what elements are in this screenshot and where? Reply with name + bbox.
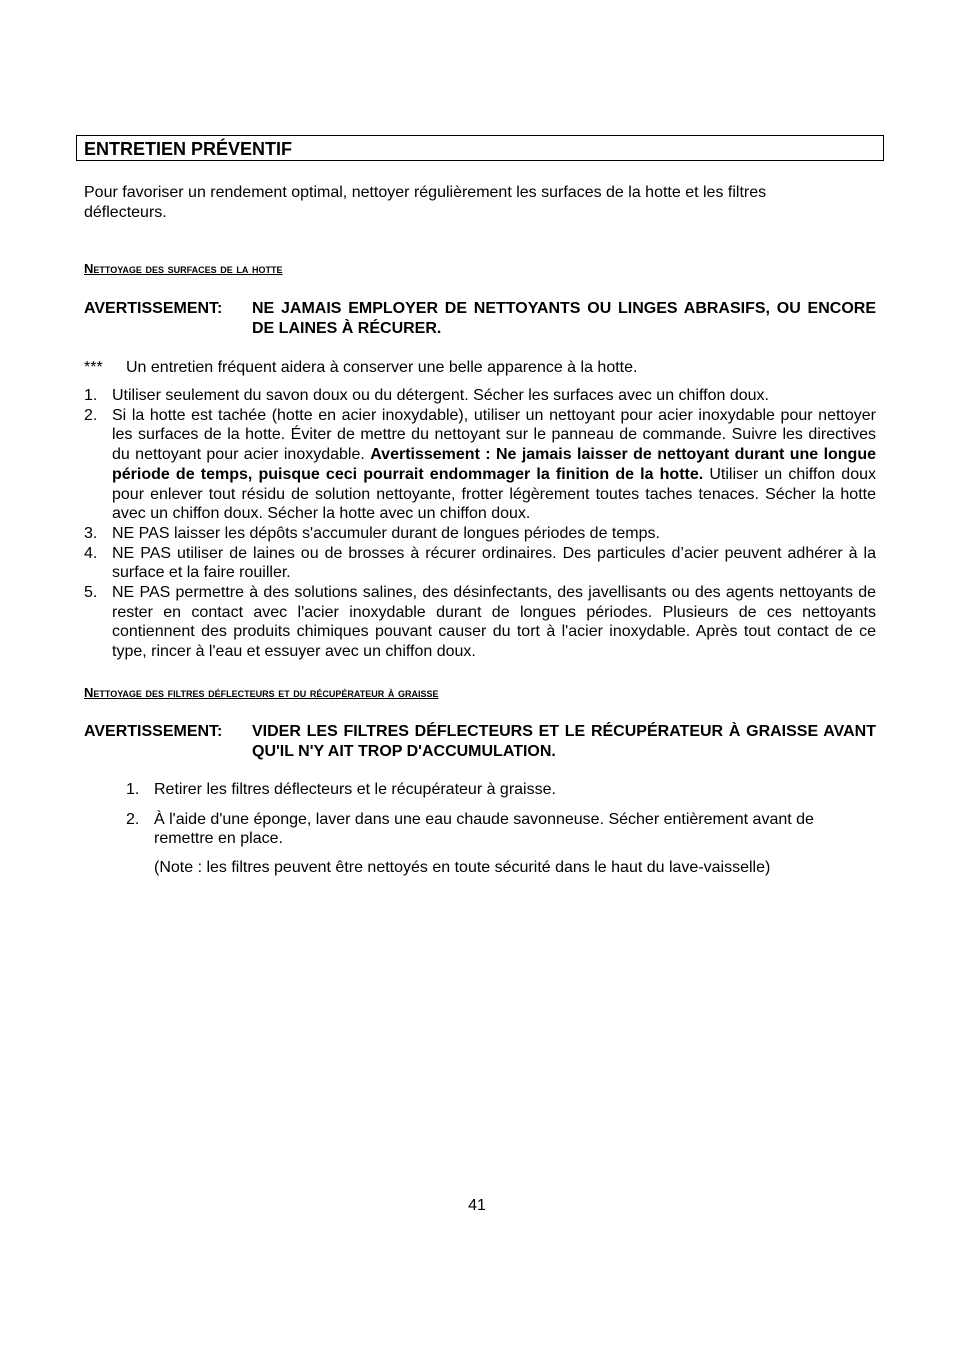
list-item [126,810,876,878]
warning-label-surfaces: AVERTISSEMENT: [84,300,223,317]
dishwasher-note: (Note : les filtres peuvent être nettoyés en toute sécurité dans le haut du lave-vaisselle) [154,859,771,877]
list-item-text: Si la hotte est tachée (hotte en acier inoxydable), utiliser un nettoyant pour acier inoxydable pour nettoyer les surfaces de la hotte. Éviter de mettre du nettoyant sur le panneau de commande. Suivre les directives du nettoyant pour acier inoxydable. [112,406,876,464]
list-number: 5. [84,584,98,602]
surfaces-list [84,386,876,662]
list-item-text: Retirer les filtres déflecteurs et le récupérateur à graisse. [154,781,556,798]
star-note: Un entretien fréquent aidera à conserver une belle apparence à la hotte. [126,359,638,376]
list-item [84,524,876,544]
page-number: 41 [468,1197,486,1214]
section-header-box [76,135,884,161]
list-item [84,386,876,406]
warning-label-filters: AVERTISSEMENT: [84,723,223,740]
list-number: 1. [84,387,98,404]
list-item-text: NE PAS permettre à des solutions salines, des désinfectants, des javellisants ou des agents nettoyants de rester en contact avec l'acier inoxydable durant de longues périodes. Plusieurs de ces nettoyants contiennent des produits chimiques pouvant causer du tort à l'acier inoxydable. Après tout contact de ce type, rincer à l'eau et essuyer avec un chiffon doux. [112,584,876,661]
filters-list [126,780,876,888]
subheading-filters: Nettoyage des filtres déflecteurs et du récupérateur à graisse [84,685,439,700]
section-title: ENTRETIEN PRÉVENTIF [84,139,293,159]
list-number: 1. [126,781,140,798]
list-item [84,583,876,662]
list-item-text: Utiliser seulement du savon doux ou du détergent. Sécher les surfaces avec un chiffon doux. [112,387,769,404]
list-item [126,780,876,800]
star-marker: *** [84,359,103,376]
list-item-bold-warning: Avertissement : Ne jamais laisser de nettoyant durant une longue période de temps, puisque ceci pourrait endommager la finition de la hotte. [112,446,877,483]
list-item [84,406,876,524]
warning-text-surfaces: NE JAMAIS EMPLOYER DE NETTOYANTS OU LINGES ABRASIFS, OU ENCORE DE LAINES À RÉCURER. [252,300,876,337]
list-number: 4. [84,544,98,562]
list-item-text: NE PAS utiliser de laines ou de brosses à récurer ordinaires. Des particules d’acier peuvent adhérer à la surface et la faire rouiller. [112,544,876,582]
list-number: 2. [84,406,98,424]
list-number: 2. [126,810,140,828]
intro-paragraph: Pour favoriser un rendement optimal, nettoyer régulièrement les surfaces de la hotte et les filtres déflecteurs. [84,184,767,221]
list-number: 3. [84,524,98,542]
list-item [84,544,876,583]
warning-text-filters: VIDER LES FILTRES DÉFLECTEURS ET LE RÉCUPÉRATEUR À GRAISSE AVANT QU'IL N'Y AIT TROP D'ACCUMULATION. [252,723,876,760]
list-item-text: À l'aide d'une éponge, laver dans une eau chaude savonneuse. Sécher entièrement avant de remettre en place. [154,810,814,848]
subheading-surfaces: Nettoyage des surfaces de la hotte [84,261,283,276]
list-item-text: NE PAS laisser les dépôts s'accumuler durant de longues périodes de temps. [112,524,660,542]
list-item-text-cont: Utiliser un chiffon doux pour enlever tout résidu de solution nettoyante, frotter légèrement toutes taches tenaces. Sécher la hotte avec un chiffon doux. Sécher la hotte avec un chiffon doux. [112,465,877,523]
